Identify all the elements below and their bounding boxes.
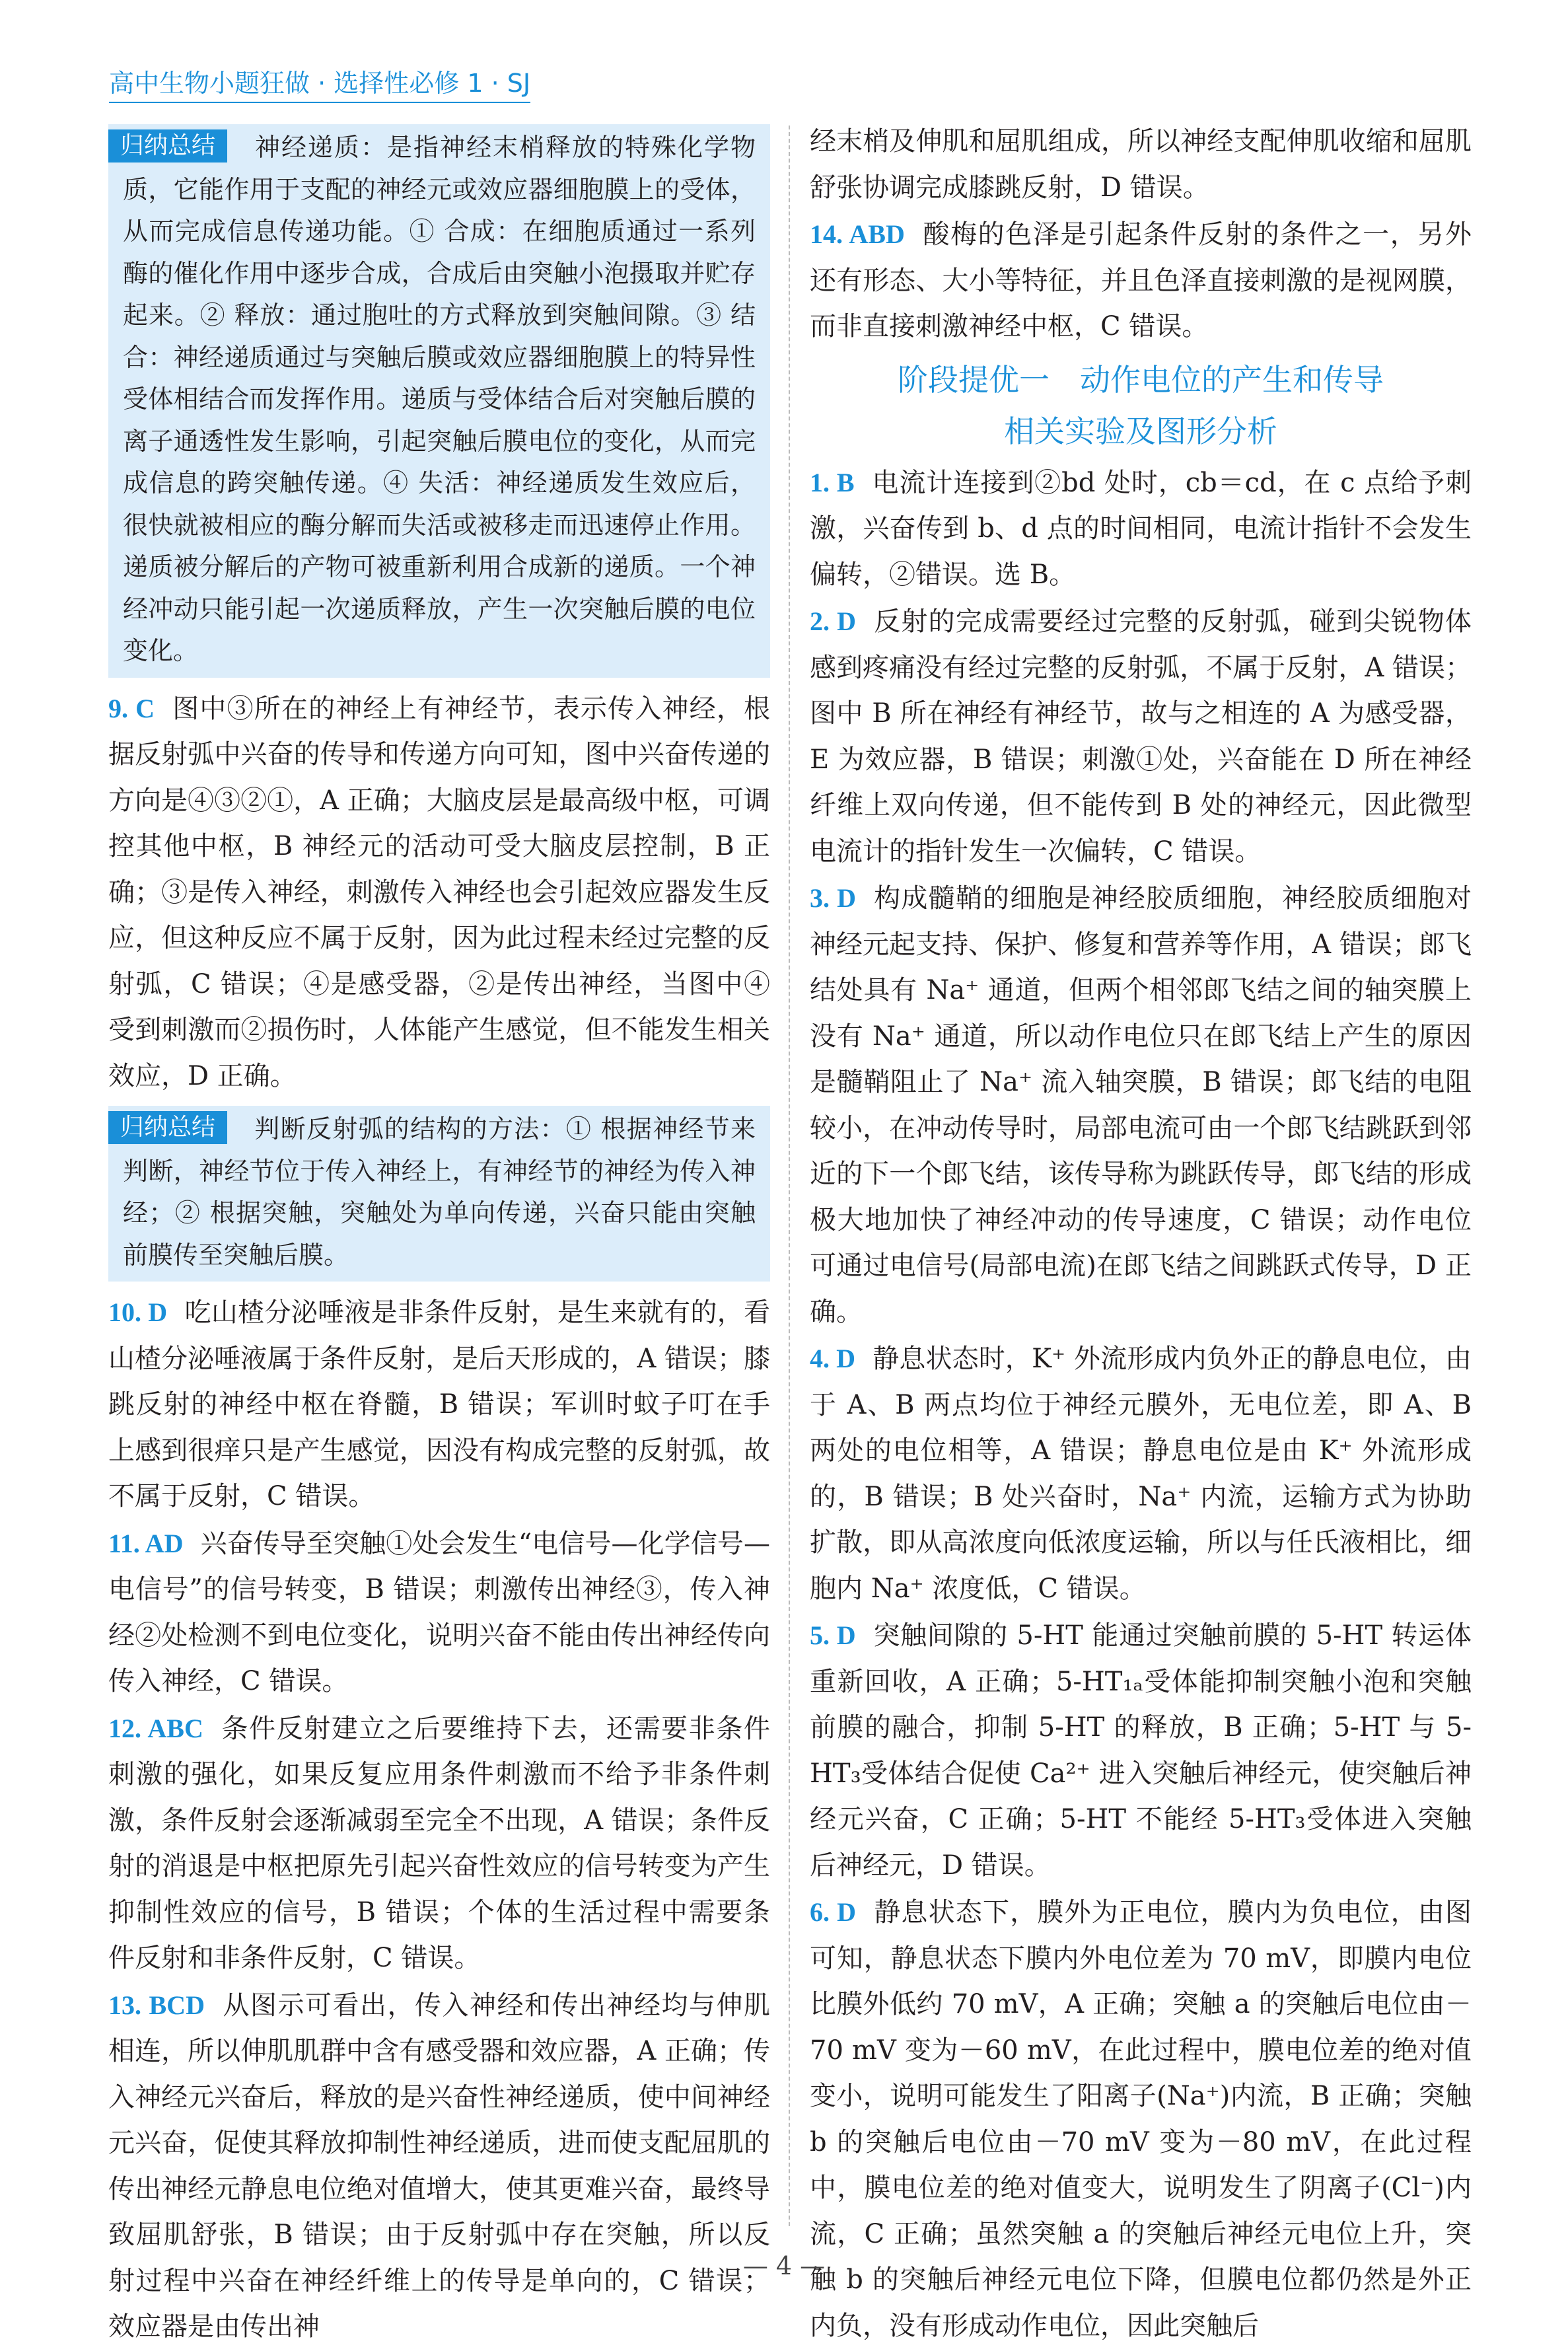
answer-text: 静息状态时，K⁺ 外流形成内负外正的静息电位，由于 A、B 两点均位于神经元膜外，无电位差，即 A、B 两处的电位相等，A 错误；静息电位是由 K⁺ 外流形成的，B 错误；B 处兴奋时，Na⁺ 内流，运输方式为协助扩散，即从高浓度向低浓度运输，所以与任氏液相比，细胞内 Na⁺ 浓度低，C 错误。 [810,1344,1472,1604]
answer-number: 5. D [810,1620,856,1650]
answer-number: 11. AD [108,1528,184,1558]
answer-text: 条件反射建立之后要维持下去，还需要非条件刺激的强化，如果反复应用条件刺激而不给予非条件刺激，条件反射会逐渐减弱至完全不出现，A 错误；条件反射的消退是中枢把原先引起兴奋性效应的信号转变为产生抑制性效应的信号，B 错误；个体的生活过程中需要条件反射和非条件反射，C 错误。 [108,1713,771,1973]
answer-text: 突触间隙的 5-HT 能通过突触前膜的 5-HT 转运体重新回收，A 正确；5-HT₁ₐ受体能抑制突触小泡和突触前膜的融合，抑制 5-HT 的释放，B 正确；5-HT 与 5-HT₃受体结合促使 Ca²⁺ 进入突触后神经元，使突触后神经元兴奋，C 正确；5-HT 不能经 5-HT₃受体进入突触后神经元，D 错误。 [810,1620,1472,1881]
answer-text: 静息状态下，膜外为正电位，膜内为负电位，由图可知，静息状态下膜内外电位差为 70 mV，即膜内电位比膜外低约 70 mV，A 正确；突触 a 的突触后电位由－70 mV 变为－60 mV，在此过程中，膜电位差的绝对值变小，说明可能发生了阳离子(Na⁺)内流，B 正确；突触 b 的突触后电位由－70 mV 变为－80 mV，在此过程中，膜电位差的绝对值变大，说明发生了阴离子(Cl⁻)内流，C 正确；虽然突触 a 的突触后神经元电位上升，突触 b 的突触后神经元电位下降，但膜电位都仍然是外正内负，没有形成动作电位，因此突触后 [810,1897,1472,2341]
answer-item [810,875,1472,1335]
left-column [108,124,770,2351]
section-title [810,354,1472,457]
answer-item [810,211,1472,350]
page-number: — 4 — [742,2251,826,2280]
section-title-line: 阶段提优一 动作电位的产生和传导 [898,361,1384,398]
answer-text: 从图示可看出，传入神经和传出神经均与伸肌相连，所以伸肌肌群中含有感受器和效应器，A 正确；传入神经元兴奋后，释放的是兴奋性神经递质，使中间神经元兴奋，促使其释放抑制性神经递质，进而使支配屈肌的传出神经元静息电位绝对值增大，使其更难兴奋，最终导致屈肌舒张，B 错误；由于反射弧中存在突触，所以反射过程中兴奋在神经纤维上的传导是单向的，C 错误；效应器是由传出神 [108,1990,771,2342]
answer-number: 13. BCD [108,1990,205,2020]
answer-item [108,1706,770,1982]
answer-item [108,1982,770,2350]
answer-item [810,460,1472,598]
section-title-line: 相关实验及图形分析 [1004,413,1277,449]
right-column [810,119,1472,2350]
answer-item [108,1521,770,1705]
answer-number: 10. D [108,1297,168,1327]
answer-text: 电流计连接到②bd 处时，cb＝cd，在 c 点给予刺激，兴奋传到 b、d 点的时间相同，电流计指针不会发生偏转，②错误。选 B。 [810,467,1472,590]
summary-box [108,124,770,678]
answer-text: 构成髓鞘的细胞是神经胶质细胞，神经胶质细胞对神经元起支持、保护、修复和营养等作用，A 错误；郎飞结处具有 Na⁺ 通道，但两个相邻郎飞结之间的轴突膜上没有 Na⁺ 通道，所以动作电位只在郎飞结上产生的原因是髓鞘阻止了 Na⁺ 流入轴突膜，B 错误；郎飞结的电阻较小，在冲动传导时，局部电流可由一个郎飞结跳跃到邻近的下一个郎飞结，该传导称为跳跃传导，郎飞结的形成极大地加快了神经冲动的传导速度，C 错误；动作电位可通过电信号(局部电流)在郎飞结之间跳跃式传导，D 正确。 [810,883,1472,1327]
answer-number: 2. D [810,606,857,636]
answer-text: 吃山楂分泌唾液是非条件反射，是生来就有的，看山楂分泌唾液属于条件反射，是后天形成的，A 错误；膝跳反射的神经中枢在脊髓，B 错误；军训时蚊子叮在手上感到很痒只是产生感觉，因没有构成完整的反射弧，故不属于反射，C 错误。 [108,1297,771,1511]
answer-text: 酸梅的色泽是引起条件反射的条件之一，另外还有形态、大小等特征，并且色泽直接刺激的是视网膜，而非直接刺激神经中枢，C 错误。 [810,219,1472,342]
answer-number: 6. D [810,1897,857,1927]
answer-item [108,1289,770,1520]
answer-number: 1. B [810,467,855,497]
answer-item [810,1336,1472,1612]
answer-item [810,1612,1472,1889]
answer-number: 4. D [810,1344,856,1373]
answer-text: 反射的完成需要经过完整的反射弧，碰到尖锐物体感到疼痛没有经过完整的反射弧，不属于反射，A 错误；图中 B 所在神经有神经节，故与之相连的 A 为感受器，E 为效应器，B 错误；刺激①处，兴奋能在 D 所在神经纤维上双向传递，但不能传到 B 处的神经元，因此微型电流计的指针发生一次偏转，C 错误。 [810,606,1472,867]
answer-item [108,686,770,1100]
summary-text: 神经递质：是指神经末梢释放的特殊化学物质，它能作用于支配的神经元或效应器细胞膜上的受体，从而完成信息传递功能。① 合成：在细胞质通过一系列酶的催化作用中逐步合成，合成后由突触小泡摄取并贮存起来。② 释放：通过胞吐的方式释放到突触间隙。③ 结合：神经递质通过与突触后膜或效应器细胞膜上的特异性受体相结合而发挥作用。递质与受体结合后对突触后膜的离子通透性发生影响，引起突触后膜电位的变化，从而完成信息的跨突触传递。④ 失活：神经递质发生效应后，很快就被相应的酶分解而失活或被移走而迅速停止作用。递质被分解后的产物可被重新利用合成新的递质。一个神经冲动只能引起一次递质释放，产生一次突触后膜的电位变化。 [123,133,756,665]
answer-text: 兴奋传导至突触①处会发生“电信号—化学信号—电信号”的信号转变，B 错误；刺激传出神经③，传入神经②处检测不到电位变化，说明兴奋不能由传出神经传向传入神经，C 错误。 [108,1528,771,1696]
answer-number: 14. ABD [810,219,905,249]
column-divider [789,126,790,2226]
summary-tag: 归纳总结 [108,1111,227,1144]
summary-box [108,1106,770,1282]
answer-number: 9. C [108,693,155,723]
answer-number: 12. ABC [108,1713,203,1743]
answer-number: 3. D [810,883,857,913]
answer-item [810,598,1472,875]
answer-continuation: 经末梢及伸肌和屈肌组成，所以神经支配伸肌收缩和屈肌舒张协调完成膝跳反射，D 错误。 [810,126,1472,203]
book-header-title: 高中生物小题狂做 · 选择性必修 1 · SJ [109,66,530,103]
answer-text: 图中③所在的神经上有神经节，表示传入神经，根据反射弧中兴奋的传导和传递方向可知，图中兴奋传递的方向是④③②①，A 正确；大脑皮层是最高级中枢，可调控其他中枢，B 神经元的活动可受大脑皮层控制，B 正确；③是传入神经，刺激传入神经也会引起效应器发生反应，但这种反应不属于反射，因为此过程未经过完整的反射弧，C 错误；④是感受器，②是传出神经，当图中④受到刺激而②损伤时，人体能产生感觉，但不能发生相关效应，D 正确。 [108,693,771,1091]
summary-text: 判断反射弧的结构的方法：① 根据神经节来判断，神经节位于传入神经上，有神经节的神经为传入神经；② 根据突触，突触处为单向传递，兴奋只能由突触前膜传至突触后膜。 [123,1114,756,1270]
summary-tag: 归纳总结 [108,129,227,163]
